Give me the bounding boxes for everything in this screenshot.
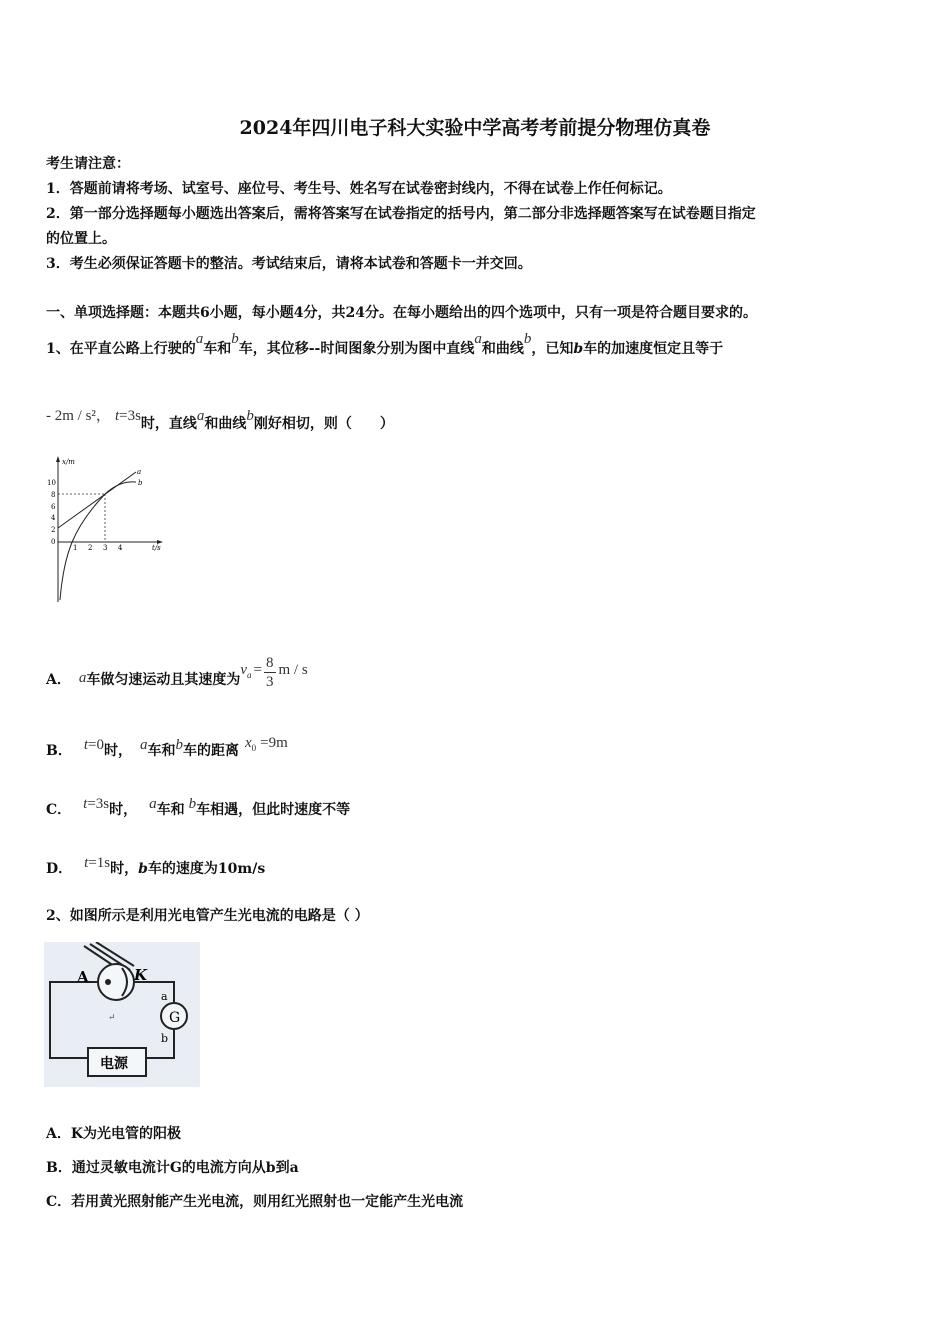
y-tick: 8 bbox=[51, 491, 56, 499]
q1-text: ，已知 bbox=[531, 341, 574, 357]
terminal-b-label: b bbox=[161, 1032, 169, 1045]
acceleration-value: - 2m / s² bbox=[46, 408, 96, 424]
fraction bbox=[264, 654, 276, 691]
x-axis-label: t/s bbox=[152, 544, 161, 552]
var-a: a bbox=[78, 670, 87, 686]
q1-text: 车，其位移--时间图象分别为图中直线 bbox=[238, 341, 475, 357]
notice-item-2-cont: 的位置上。 bbox=[46, 231, 116, 247]
y-tick: 2 bbox=[51, 526, 56, 534]
var-t: t bbox=[83, 796, 88, 812]
time-value: =0 bbox=[88, 737, 104, 753]
subscript-a: a bbox=[247, 669, 252, 680]
option-text: 时， bbox=[109, 802, 138, 818]
q2-option-b[interactable]: B．通过灵敏电流计G的电流方向从b到a bbox=[46, 1160, 299, 1176]
var-a: a bbox=[149, 796, 157, 812]
numerator: 8 bbox=[266, 655, 274, 671]
position-time-graph bbox=[44, 452, 174, 607]
notice-item-3: 3．考生必须保证答题卡的整洁。考试结束后，请将本试卷和答题卡一并交回。 bbox=[46, 256, 532, 272]
q1-text: 和曲线 bbox=[204, 416, 247, 432]
y-tick: 10 bbox=[47, 479, 56, 487]
y-tick: 6 bbox=[51, 503, 56, 511]
x-tick: 3 bbox=[103, 544, 108, 552]
anode-electrode bbox=[105, 979, 111, 985]
page-title: 2024年四川电子科大实验中学高考考前提分物理仿真卷 bbox=[239, 117, 711, 139]
photocell-icon bbox=[98, 964, 134, 1000]
time-value: =1s bbox=[88, 855, 111, 871]
var-b: b bbox=[523, 331, 532, 347]
var-t: t bbox=[114, 408, 120, 424]
q1-option-b[interactable] bbox=[46, 735, 288, 760]
q2-stem: 2、如图所示是利用光电管产生光电流的电路是（ ） bbox=[46, 908, 369, 924]
var-b: b bbox=[188, 796, 197, 812]
var-a: a bbox=[195, 331, 204, 347]
var-a: a bbox=[139, 737, 148, 753]
y-tick: 4 bbox=[51, 514, 56, 522]
var-t: t bbox=[84, 855, 89, 871]
line-a bbox=[58, 472, 136, 528]
option-label: C． bbox=[46, 802, 72, 818]
var-a: a bbox=[474, 331, 482, 347]
terminal-a-label: a bbox=[161, 990, 168, 1003]
option-label: A． bbox=[46, 671, 71, 688]
option-text: 时， bbox=[103, 743, 132, 759]
q2-option-a[interactable]: A．K为光电管的阳极 bbox=[46, 1126, 182, 1142]
notice-item-2: 2．第一部分选择题每小题选出答案后，需将答案写在试卷指定的括号内，第二部分非选择题答案写在试卷题目指定 bbox=[46, 206, 756, 222]
var-t: t bbox=[83, 737, 89, 753]
option-label: B． bbox=[46, 743, 72, 759]
q1-option-d[interactable] bbox=[46, 855, 266, 878]
subscript-0: 0 bbox=[251, 743, 257, 753]
option-text: 车的速度为10m/s bbox=[147, 861, 266, 877]
option-text: 车和 bbox=[147, 743, 176, 759]
option-label: D． bbox=[46, 861, 73, 877]
galvanometer-label: G bbox=[169, 1010, 181, 1026]
curve-b-label: b bbox=[138, 479, 143, 487]
q1-text: 1、在平直公路上行驶的 bbox=[46, 341, 196, 357]
option-text: 时， bbox=[110, 861, 139, 877]
q1-text: 刚好相切，则（ ） bbox=[253, 416, 394, 432]
y-axis-label: x/m bbox=[62, 458, 75, 466]
unit: m / s bbox=[278, 662, 308, 678]
photocell-circuit bbox=[44, 942, 200, 1087]
x-tick: 4 bbox=[118, 544, 123, 552]
q1-stem-line2 bbox=[46, 408, 394, 433]
section-heading: 一、单项选择题：本题共6小题，每小题4分，共24分。在每小题给出的四个选项中，只有一项是符合题目要求的。 bbox=[46, 305, 757, 321]
var-b: b bbox=[175, 737, 183, 753]
separator: ， bbox=[95, 408, 111, 424]
q2-option-c[interactable]: C．若用黄光照射能产生光电流，则用红光照射也一定能产生光电流 bbox=[46, 1194, 464, 1210]
x-tick: 2 bbox=[88, 544, 93, 552]
return-mark: ↵ bbox=[108, 1013, 116, 1023]
q1-option-a[interactable] bbox=[46, 655, 308, 697]
cathode-label: K bbox=[134, 966, 148, 984]
q1-stem-line1 bbox=[46, 331, 724, 358]
option-text: 车做匀速运动且其速度为 bbox=[86, 671, 241, 688]
q1-text: 时，直线 bbox=[140, 416, 197, 432]
y-tick: 0 bbox=[51, 538, 56, 546]
option-text: 车和 bbox=[156, 802, 185, 818]
equals-sign: = bbox=[253, 662, 263, 678]
time-value: =3s bbox=[119, 408, 141, 424]
q1-text: 和曲线 bbox=[481, 341, 524, 357]
option-text: 车相遇，但此时速度不等 bbox=[196, 802, 351, 818]
power-supply-label: 电源 bbox=[100, 1056, 128, 1072]
var-a: a bbox=[196, 408, 205, 424]
var-b: b bbox=[138, 861, 148, 877]
var-b: b bbox=[246, 408, 254, 424]
q1-text: 车和 bbox=[203, 341, 232, 357]
curve-a-label: a bbox=[137, 468, 142, 476]
var-b: b bbox=[231, 331, 239, 347]
var-b: b bbox=[573, 341, 584, 357]
x-tick: 1 bbox=[73, 544, 78, 552]
var-v: v bbox=[240, 662, 248, 678]
denominator: 3 bbox=[266, 674, 274, 690]
var-x: x bbox=[244, 735, 252, 751]
distance-value: =9m bbox=[260, 735, 288, 751]
q1-text: 车的加速度恒定且等于 bbox=[583, 341, 724, 357]
time-value: =3s bbox=[87, 796, 110, 812]
y-axis-arrow bbox=[56, 456, 60, 462]
option-text: 车的距离 bbox=[182, 743, 239, 759]
q1-option-c[interactable] bbox=[46, 796, 351, 819]
notice-item-1: 1．答题前请将考场、试室号、座位号、考生号、姓名写在试卷密封线内，不得在试卷上作任何标记。 bbox=[46, 181, 672, 197]
notice-heading: 考生请注意： bbox=[46, 156, 130, 172]
anode-label: A bbox=[77, 968, 89, 986]
